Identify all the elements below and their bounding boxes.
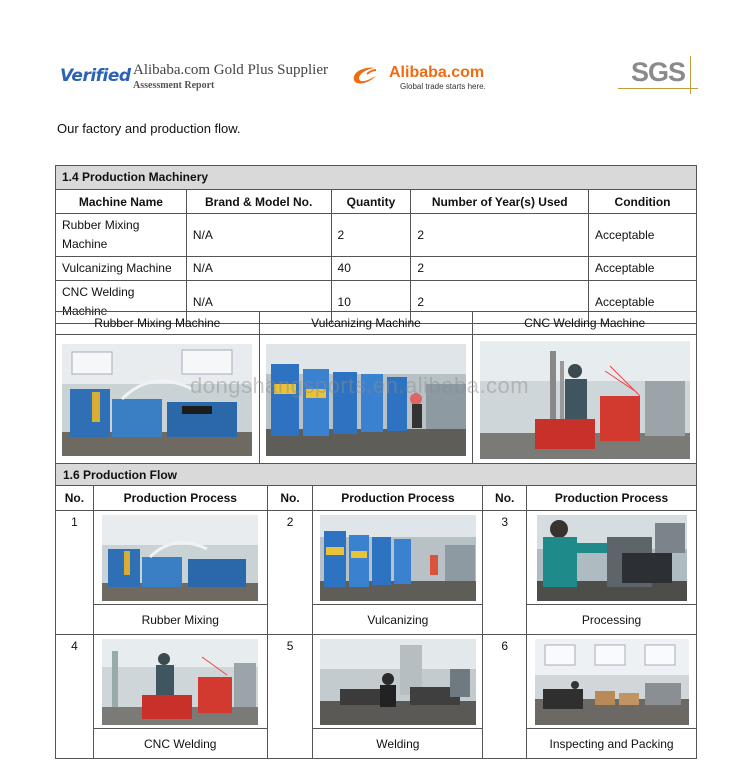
- vulcanizing-photo: [259, 335, 473, 465]
- step-label: CNC Welding: [94, 728, 267, 758]
- table-row: [56, 635, 697, 759]
- condition: Acceptable: [589, 214, 697, 257]
- supplier-title: Alibaba.com Gold Plus Supplier: [133, 62, 328, 78]
- step-label: Rubber Mixing: [94, 604, 267, 634]
- years-used: 2: [411, 257, 589, 281]
- photo-label: CNC Welding Machine: [473, 312, 697, 335]
- brand-model: N/A: [186, 257, 331, 281]
- step-label: Inspecting and Packing: [527, 728, 696, 758]
- sgs-rule: [618, 88, 698, 89]
- col-years-used: Number of Year(s) Used: [411, 190, 589, 214]
- photo-label: Vulcanizing Machine: [259, 312, 473, 335]
- col-process: Production Process: [313, 486, 483, 511]
- col-quantity: Quantity: [331, 190, 411, 214]
- machinery-section-title: 1.4 Production Machinery: [56, 166, 697, 190]
- step-number: 3: [483, 511, 527, 635]
- machinery-table: [55, 165, 697, 324]
- cnc-welding-photo: [473, 335, 697, 465]
- step-label: Welding: [313, 728, 482, 758]
- alibaba-name: Alibaba.com: [389, 64, 485, 81]
- col-no: No.: [56, 486, 94, 511]
- brand-model: N/A: [186, 214, 331, 257]
- col-machine-name: Machine Name: [56, 190, 187, 214]
- alibaba-tagline: Global trade starts here.: [400, 82, 486, 91]
- rubber-mixing-photo: [56, 335, 260, 465]
- production-flow-table: [55, 463, 697, 759]
- sgs-logo: SGS: [631, 57, 686, 87]
- step-number: 4: [56, 635, 94, 759]
- table-row: [56, 214, 697, 257]
- condition: Acceptable: [589, 257, 697, 281]
- years-used: 2: [411, 281, 589, 324]
- welding-step-photo: [313, 635, 482, 728]
- machine-name: CNC Welding Machine: [56, 281, 187, 324]
- verified-logo: Verified: [60, 66, 131, 86]
- quantity: 2: [331, 214, 411, 257]
- assessment-report-label: Assessment Report: [133, 80, 215, 91]
- page-heading: Our factory and production flow.: [57, 121, 241, 136]
- quantity: 40: [331, 257, 411, 281]
- rubber-mixing-step-photo: [94, 511, 267, 604]
- step-number: 6: [483, 635, 527, 759]
- step-number: 5: [267, 635, 313, 759]
- col-process: Production Process: [527, 486, 697, 511]
- machine-name: Rubber Mixing Machine: [56, 214, 187, 257]
- cnc-welding-step-photo: [94, 635, 267, 728]
- alibaba-logo-icon: [350, 62, 390, 88]
- condition: Acceptable: [589, 281, 697, 324]
- machine-name: Vulcanizing Machine: [56, 257, 187, 281]
- sgs-tick: [690, 56, 691, 94]
- col-condition: Condition: [589, 190, 697, 214]
- col-brand-model: Brand & Model No.: [186, 190, 331, 214]
- step-label: Processing: [527, 604, 696, 634]
- col-process: Production Process: [93, 486, 267, 511]
- vulcanizing-step-photo: [313, 511, 482, 604]
- col-no: No.: [483, 486, 527, 511]
- quantity: 10: [331, 281, 411, 324]
- flow-section-title: 1.6 Production Flow: [56, 464, 697, 486]
- brand-model: N/A: [186, 281, 331, 324]
- step-number: 1: [56, 511, 94, 635]
- col-no: No.: [267, 486, 313, 511]
- step-label: Vulcanizing: [313, 604, 482, 634]
- report-header: [0, 0, 750, 110]
- photo-label: Rubber Mixing Machine: [56, 312, 260, 335]
- step-number: 2: [267, 511, 313, 635]
- processing-step-photo: [527, 511, 696, 604]
- inspecting-packing-step-photo: [527, 635, 696, 728]
- watermark: dongshangsports.en.alibaba.com: [190, 373, 530, 398]
- years-used: 2: [411, 214, 589, 257]
- table-row: [56, 511, 697, 635]
- table-row: [56, 257, 697, 281]
